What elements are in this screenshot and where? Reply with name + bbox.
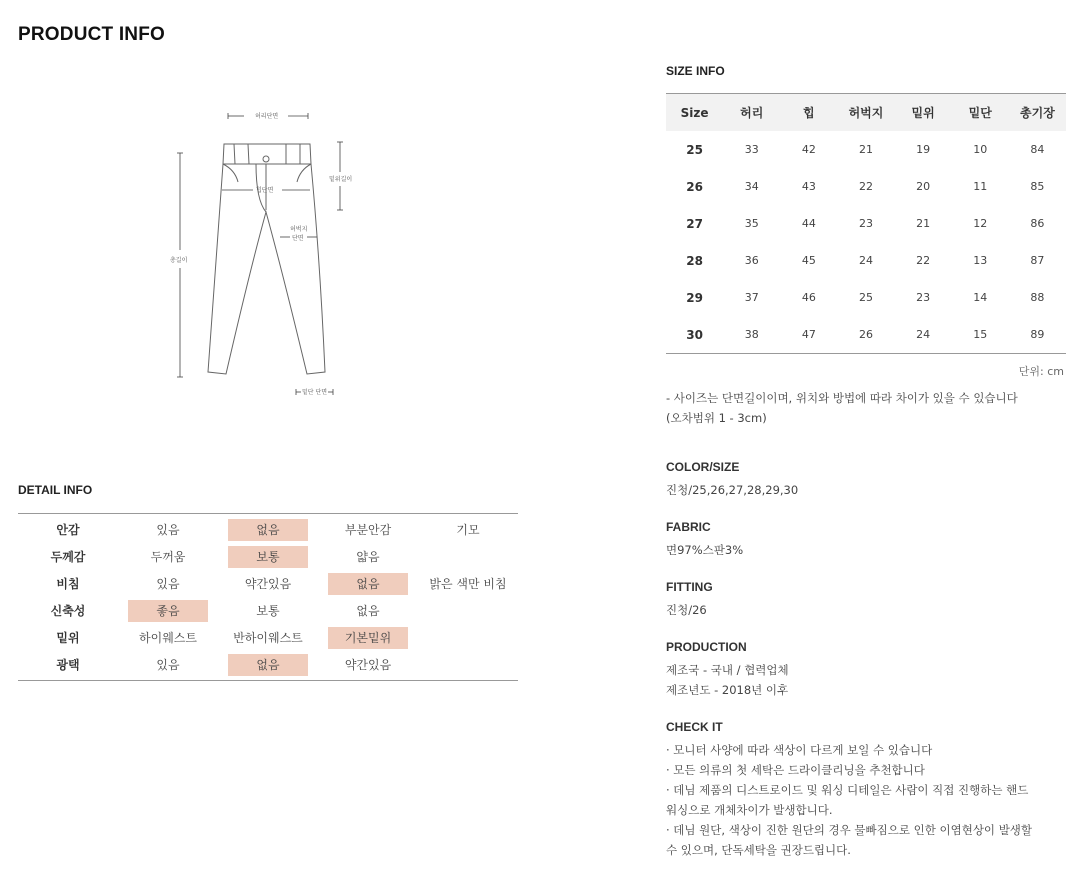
measurement-cell: 21 <box>858 143 873 156</box>
size-column-header: 허리 <box>723 94 780 132</box>
measurement-cell: 22 <box>916 254 931 267</box>
page-title: PRODUCT INFO <box>18 24 166 45</box>
thigh-label-line1: 허벅지 <box>290 226 308 233</box>
size-table <box>666 93 1066 354</box>
measurement-cell: 14 <box>973 291 988 304</box>
color-size-label: COLOR/SIZE <box>666 460 740 474</box>
measurement-cell: 89 <box>1009 316 1066 354</box>
waist-label: 허리단면 <box>255 113 279 120</box>
pants-measurement-diagram <box>160 100 380 410</box>
detail-row-label: 두께감 <box>50 550 86 564</box>
detail-option: 약간있음 <box>344 657 392 672</box>
fitting-value: 진청/26 <box>666 603 707 617</box>
detail-row-label: 비침 <box>56 577 80 591</box>
measurement-cell: 23 <box>858 217 873 230</box>
detail-option-selected: 보통 <box>228 546 308 568</box>
measurement-cell: 33 <box>744 143 759 156</box>
measurement-cell: 88 <box>1030 291 1045 304</box>
measurement-cell: 26 <box>837 316 894 354</box>
measurement-cell: 22 <box>858 180 873 193</box>
detail-info-table <box>18 513 518 681</box>
measurement-cell: 45 <box>801 254 816 267</box>
table-row <box>666 131 1066 168</box>
measurement-cell: 15 <box>952 316 1009 354</box>
measurement-cell: 36 <box>744 254 759 267</box>
size-column-header: 힙 <box>780 94 837 132</box>
detail-option-selected: 없음 <box>228 519 308 541</box>
detail-option: 약간있음 <box>244 576 292 591</box>
size-note-line: - 사이즈는 단면길이이며, 위치와 방법에 따라 차이가 있을 수 있습니다 <box>666 391 1018 405</box>
check-it-section <box>666 720 1066 860</box>
size-column-header: 총기장 <box>1009 94 1066 132</box>
check-it-line: · 모든 의류의 첫 세탁은 드라이클리닝을 추천합니다 <box>666 763 925 777</box>
fabric-section <box>666 520 1066 560</box>
size-cell: 29 <box>686 290 703 305</box>
size-table-header <box>666 94 1066 132</box>
measurement-cell: 10 <box>973 143 988 156</box>
fitting-section <box>666 580 1066 620</box>
detail-option: 없음 <box>356 603 380 618</box>
detail-option-selected: 없음 <box>328 573 408 595</box>
measurement-cell: 86 <box>1030 217 1045 230</box>
measurement-cell: 12 <box>973 217 988 230</box>
size-cell: 25 <box>686 142 703 157</box>
detail-option: 있음 <box>156 576 180 591</box>
size-info-title: SIZE INFO <box>666 64 725 78</box>
detail-option: 반하이웨스트 <box>233 630 303 645</box>
check-it-line: 워싱으로 개체차이가 발생합니다. <box>666 803 833 817</box>
measurement-cell: 23 <box>916 291 931 304</box>
measurement-cell: 25 <box>858 291 873 304</box>
production-section <box>666 640 1066 700</box>
detail-option-selected: 없음 <box>228 654 308 676</box>
check-it-label: CHECK IT <box>666 720 723 734</box>
size-cell: 26 <box>686 179 703 194</box>
measurement-cell: 87 <box>1030 254 1045 267</box>
size-cell: 27 <box>686 216 703 231</box>
measurement-cell: 34 <box>744 180 759 193</box>
detail-row <box>18 624 518 651</box>
table-row <box>666 316 1066 354</box>
pants-icon <box>160 100 380 410</box>
measurement-cell: 20 <box>916 180 931 193</box>
check-it-line: 수 있으며, 단독세탁을 권장드립니다. <box>666 843 851 857</box>
measurement-cell: 46 <box>801 291 816 304</box>
detail-option: 두꺼움 <box>150 549 186 564</box>
measurement-cell: 43 <box>801 180 816 193</box>
detail-option-selected: 좋음 <box>128 600 208 622</box>
measurement-cell: 11 <box>973 180 988 193</box>
detail-row-label: 신축성 <box>50 604 86 618</box>
size-note <box>666 388 1066 428</box>
size-column-header: 허벅지 <box>837 94 894 132</box>
total-length-label: 총길이 <box>170 257 188 264</box>
check-it-line: · 데님 원단, 색상이 진한 원단의 경우 물빠짐으로 인한 이염현상이 발생할 <box>666 823 1033 837</box>
fabric-value: 면97%스판3% <box>666 543 744 557</box>
size-column-header: 밑위 <box>895 94 952 132</box>
color-size-section <box>666 460 1066 500</box>
measurement-cell: 85 <box>1030 180 1045 193</box>
detail-row <box>18 570 518 597</box>
measurement-cell: 24 <box>858 254 873 267</box>
measurement-cell: 84 <box>1030 143 1045 156</box>
unit-note: 단위: cm <box>1018 365 1064 378</box>
table-row <box>666 242 1066 279</box>
detail-option: 하이웨스트 <box>139 630 197 645</box>
production-country: 제조국 - 국내 / 협력업체 <box>666 663 789 677</box>
rise-label: 밑위길이 <box>329 176 353 183</box>
measurement-cell: 24 <box>895 316 952 354</box>
measurement-cell: 47 <box>780 316 837 354</box>
fabric-label: FABRIC <box>666 520 711 534</box>
detail-option: 있음 <box>156 657 180 672</box>
table-row <box>666 168 1066 205</box>
size-column-header: Size <box>666 94 723 132</box>
measurement-cell: 19 <box>916 143 931 156</box>
detail-row <box>18 597 518 624</box>
detail-option: 얇음 <box>356 549 380 564</box>
detail-row-label: 광택 <box>56 658 80 672</box>
measurement-cell: 44 <box>801 217 816 230</box>
measurement-cell: 35 <box>744 217 759 230</box>
measurement-cell: 13 <box>973 254 988 267</box>
thigh-label-line2: 단면 <box>292 235 304 242</box>
table-row <box>666 279 1066 316</box>
production-year: 제조년도 - 2018년 이후 <box>666 683 789 697</box>
detail-row-label: 밑위 <box>56 631 80 645</box>
size-cell: 30 <box>666 316 723 354</box>
detail-row-label: 안감 <box>56 523 80 537</box>
detail-option: 부분안감 <box>344 522 392 537</box>
check-it-line: · 데님 제품의 디스트로이드 및 워싱 디테일은 사람이 직접 진행하는 핸드 <box>666 783 1029 797</box>
production-label: PRODUCTION <box>666 640 747 654</box>
detail-option: 밝은 색만 비침 <box>429 576 507 591</box>
detail-row <box>18 543 518 570</box>
measurement-cell: 38 <box>723 316 780 354</box>
detail-info-title: DETAIL INFO <box>18 483 93 497</box>
detail-option-selected: 기본밑위 <box>328 627 408 649</box>
detail-row <box>18 516 518 543</box>
detail-option: 있음 <box>156 522 180 537</box>
detail-option: 기모 <box>456 522 480 537</box>
hem-label: 밑단 단면 <box>302 389 328 396</box>
color-size-value: 진청/25,26,27,28,29,30 <box>666 483 799 497</box>
table-row <box>666 205 1066 242</box>
check-it-line: · 모니터 사양에 따라 색상이 다르게 보일 수 있습니다 <box>666 743 933 757</box>
measurement-cell: 42 <box>801 143 816 156</box>
size-cell: 28 <box>686 253 703 268</box>
hip-label: 힙단면 <box>256 187 274 194</box>
size-column-header: 밑단 <box>952 94 1009 132</box>
measurement-cell: 21 <box>916 217 931 230</box>
measurement-cell: 37 <box>744 291 759 304</box>
fitting-label: FITTING <box>666 580 713 594</box>
detail-option: 보통 <box>256 603 280 618</box>
size-note-line: (오차범위 1 - 3cm) <box>666 411 767 425</box>
detail-row <box>18 651 518 678</box>
